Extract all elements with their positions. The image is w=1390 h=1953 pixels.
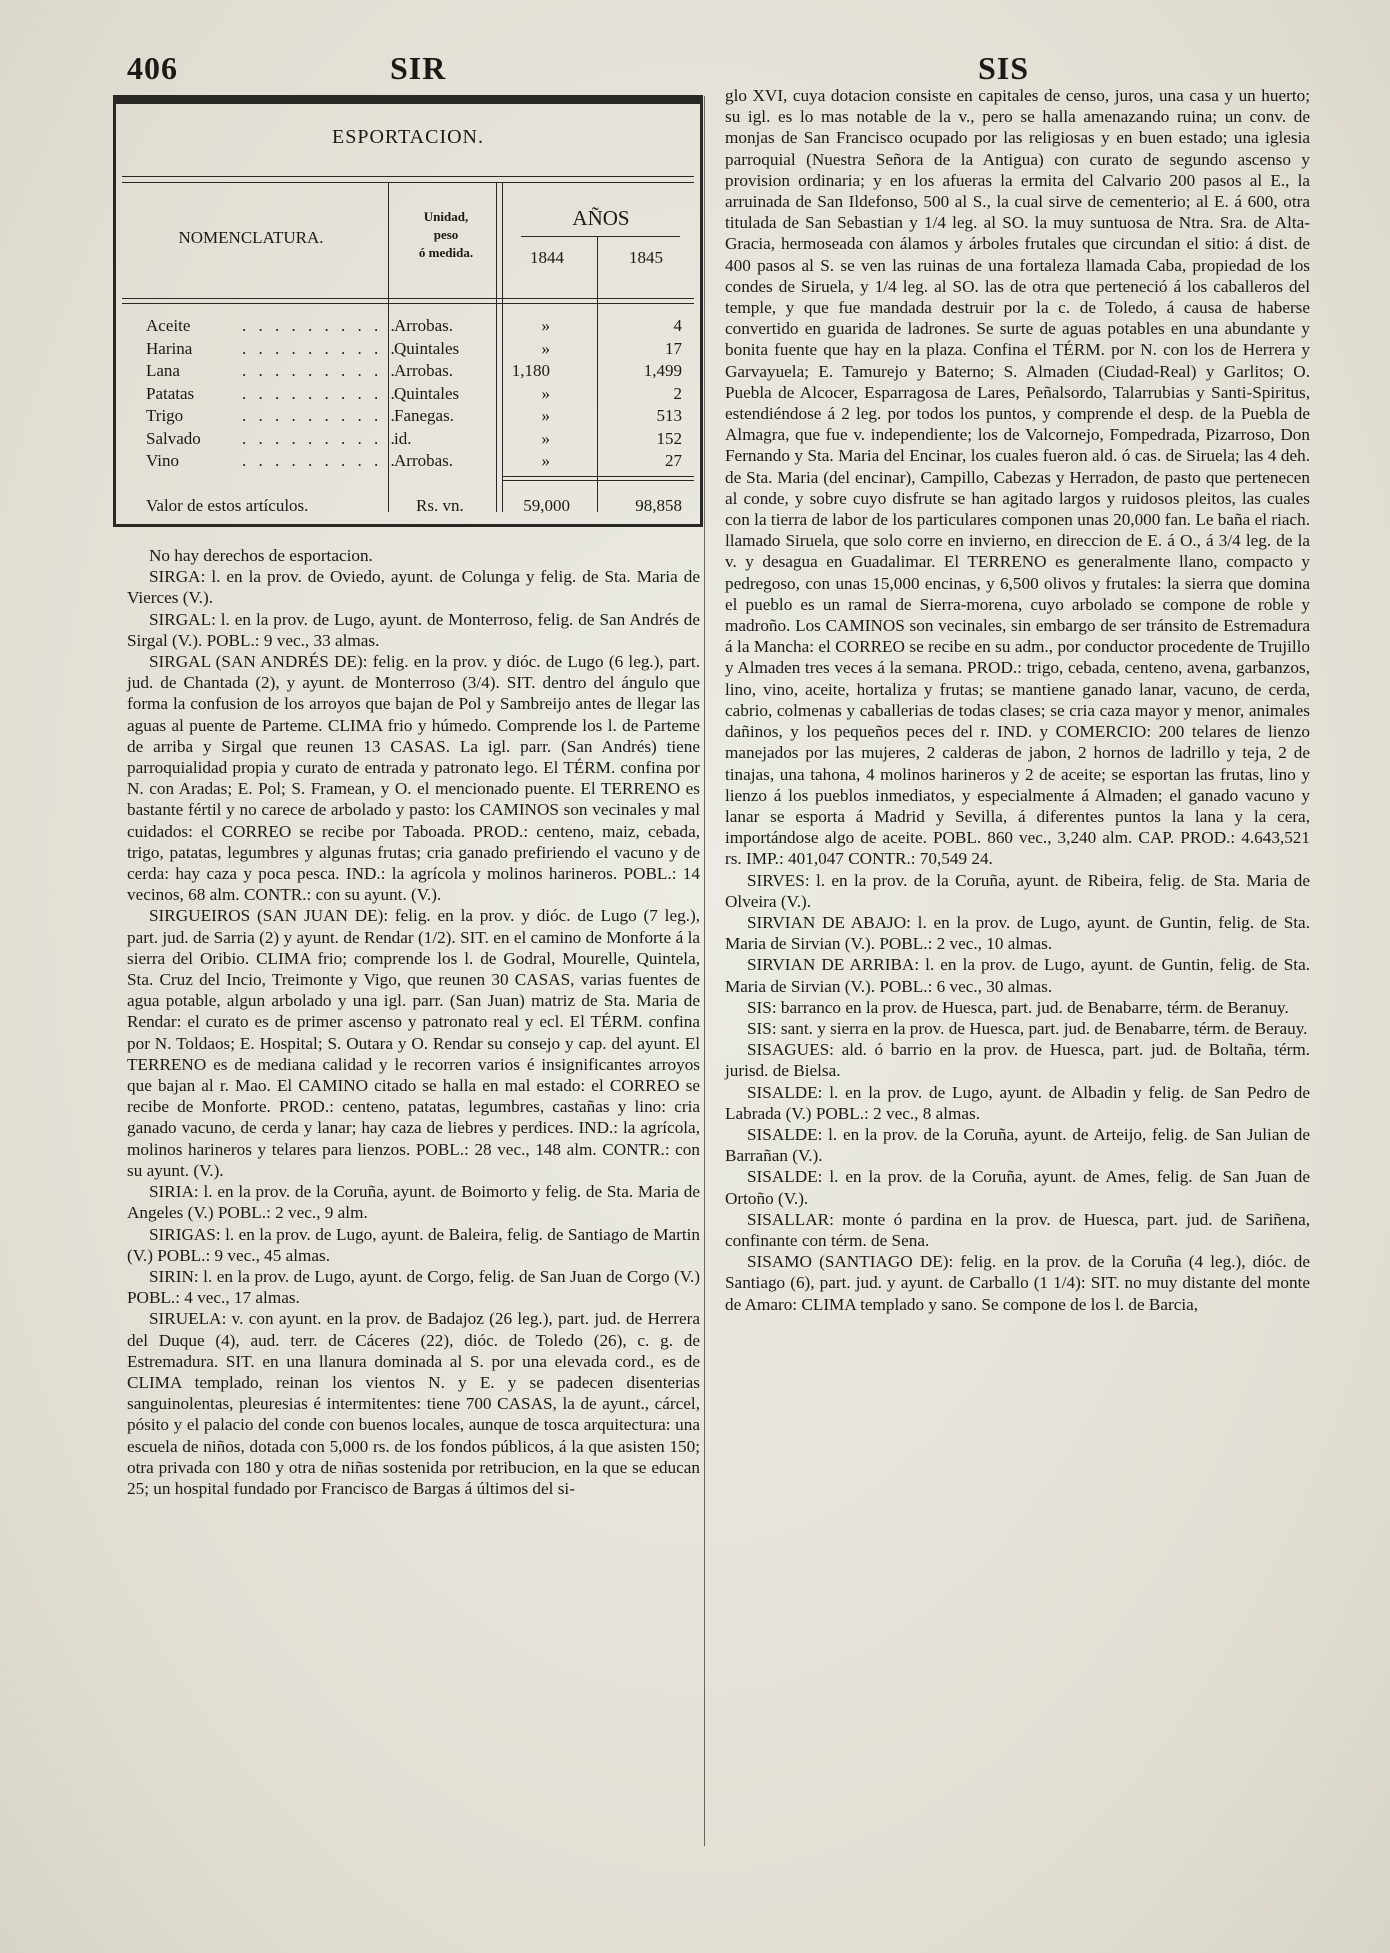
row-unit: Quintales [394,338,460,358]
row-1844: » [541,451,550,470]
row-1845: 1,499 [643,361,682,380]
entry-paragraph: SISALDE: l. en la prov. de la Coruña, ayunt. de Arteijo, felig. de San Julian de Barrañan (V.). [725,1124,1310,1166]
row-dots: . . . . . . . . . . [242,451,399,470]
entry-paragraph: SIRVIAN DE ARRIBA: l. en la prov. de Lugo, ayunt. de Guntin, felig. de Sta. Maria de Sirvian (V.). POBL.: 6 vec., 30 almas. [725,955,1310,996]
row-item: Harina [146,338,193,358]
row-dots: . . . . . . . . . . [242,383,399,403]
table-total-row [116,496,700,518]
row-1845: 4 [673,316,682,335]
row-dots: . . . . . . . . . . [242,316,399,335]
table-row [116,384,700,406]
row-1845: 513 [656,406,682,425]
row-1844: 1,180 [511,361,550,380]
col-header-nomenclature: NOMENCLATURA. [178,228,324,247]
row-dots: . . . . . . . . . . [242,361,399,380]
table-row [116,406,700,428]
row-1844: » [541,338,550,358]
row-item: Salvado [146,428,201,448]
row-1844: » [541,428,550,448]
col-header-unit-line: peso [433,227,459,242]
col-header-years: AÑOS [572,206,630,230]
entry-paragraph: SISALLAR: monte ó pardina en la prov. de Huesca, part. jud. de Sariñena, confinante con térm. de Sena. [725,1209,1310,1250]
entry-paragraph: SIRGAL (SAN ANDRÉS DE): felig. en la prov. y dióc. de Lugo (6 leg.), part. jud. de Chantada (2), y ayunt. de Monterroso (3/4). SIT. dentro del ángulo que forma la confusion de los arroyos que bajan de Pol y Sambreijo antes de llegar las aguas al puente de Parteme. CLIMA frio y húmedo. Comprende los l. de Parteme de arriba y Sirgal que reunen 13 CASAS. La igl. parr. (San Andrés) tiene parroquialidad propia y curato de entrada y patronato lego. El TÉRM. confina por N. con Aradas; E. Pol; S. Framean, y O. el mencionado puente. El TERRENO es bastante fértil y no carece de arbolado y pasto: los CAMINOS son vecinales y mal cuidados: el CORREO se recibe por Taboada. PROD.: centeno, maiz, cebada, trigo, patatas, legumbres y algunas frutas; cria ganado prefiriendo el vacuno y de cerda: hay caza y poca pesca. IND.: la agrícola y molinos harineros. POBL.: 14 vecinos, 68 alm. CONTR.: con su ayunt. (V.). [127,652,700,905]
table-row [116,339,700,361]
row-unit: Fanegas. [394,406,454,425]
rule [122,298,694,299]
entry-paragraph: SIRIGAS: l. en la prov. de Lugo, ayunt. de Baleira, felig. de Santiago de Martin (V.) POBL.: 9 vec., 45 almas. [127,1224,700,1265]
table-title: ESPORTACION. [332,126,484,148]
entry-paragraph: SISALDE: l. en la prov. de la Coruña, ayunt. de Ames, felig. de San Juan de Ortoño (V.). [725,1167,1310,1208]
right-column [725,85,1310,1315]
entry-paragraph: SIRIA: l. en la prov. de la Coruña, ayunt. de Boimorto y felig. de Sta. Maria de Angeles (V.) POBL.: 2 vec., 9 alm. [127,1182,700,1223]
row-1844: » [541,406,550,425]
total-1845: 98,858 [635,496,682,515]
table-row [116,429,700,451]
total-label: Valor de estos artículos. [146,496,309,515]
export-table [113,95,703,527]
rule [122,176,694,177]
col-header-unit-line: Unidad, [423,209,469,224]
row-item: Trigo [146,406,184,425]
rule [521,236,680,237]
entry-paragraph: SIS: barranco en la prov. de Huesca, part. jud. de Benabarre, térm. de Beranuy. [747,997,1289,1017]
total-unit: Rs. vn. [416,496,464,515]
row-unit: Arrobas. [394,451,454,470]
row-1845: 2 [673,383,682,403]
row-1845: 152 [656,428,682,448]
col-header-unit-line: ó medida. [418,245,474,260]
entry-paragraph: SISAGUES: ald. ó barrio en la prov. de Huesca, part. jud. de Boltaña, térm. jurisd. de Bielsa. [725,1040,1310,1081]
row-item: Patatas [146,383,195,403]
year-1844: 1844 [530,248,564,267]
right-running-head: SIS [978,50,1030,86]
row-item: Lana [146,361,180,380]
entry-paragraph: SIRVES: l. en la prov. de la Coruña, ayunt. de Ribeira, felig. de Sta. Maria de Olveira (V.). [725,870,1310,911]
row-unit: Arrobas. [394,316,454,335]
entry-paragraph: SISALDE: l. en la prov. de Lugo, ayunt. de Albadin y felig. de San Pedro de Labrada (V.) POBL.: 2 vec., 8 almas. [725,1082,1310,1123]
entry-paragraph: SIRIN: l. en la prov. de Lugo, ayunt. de Corgo, felig. de San Juan de Corgo (V.) POBL.: 4 vec., 17 almas. [127,1266,700,1308]
entry-paragraph: No hay derechos de esportacion. [149,546,373,565]
table-row [116,316,700,338]
row-item: Vino [146,451,179,470]
rule [502,476,694,477]
entry-paragraph: SISAMO (SANTIAGO DE): felig. en la prov. de la Coruña (4 leg.), dióc. de Santiago (6), part. jud. y ayunt. de Carballo (1 1/4): SIT. no muy distante del monte de Amaro: CLIMA templado y sano. Se compone de los l. de Barcia, [725,1252,1310,1314]
entry-paragraph: SIRUELA: v. con ayunt. en la prov. de Badajoz (26 leg.), part. jud. de Herrera del Duque (4), aud. terr. de Cáceres (22), dióc. de Toledo (26), c. g. de Estremadura. SIT. en una llanura dominada al S. por una elevada cord., es de CLIMA templado, reinan los vientos N. y E. y se padecen disenterias sanguinolentas, pleuresias é intermitentes: tiene 700 CASAS, la de ayunt., cárcel, pósito y el palacio del conde con buenos locales, aunque de tosca arquitectura: una escuela de niños, dotada con 5,000 rs. de los fondos públicos, á la que asisten 150; otra privada con 180 y otra de niñas sostenida por retribucion, en la que se educan 25; un hospital fundado por Francisco de Bargas á últimos del si- [127,1309,700,1498]
rule [502,480,694,481]
row-1844: » [541,383,550,403]
rule [122,303,694,304]
entry-paragraph: SIRGA: l. en la prov. de Oviedo, ayunt. de Colunga y felig. de Sta. Maria de Vierces (V.). [127,567,700,608]
row-1845: 27 [665,451,682,470]
row-dots: . . . . . . . . . . [242,338,399,358]
row-unit: Quintales [394,383,460,403]
entry-paragraph: SIRGAL: l. en la prov. de Lugo, ayunt. de Monterroso, felig. de San Andrés de Sirgal (V.). POBL.: 9 vec., 33 almas. [127,609,700,650]
total-1844: 59,000 [523,496,570,515]
row-unit: id. [394,428,412,448]
entry-paragraph: SIRGUEIROS (SAN JUAN DE): felig. en la prov. y dióc. de Lugo (7 leg.), part. jud. de Sarria (2) y ayunt. de Rendar (1/2). SIT. en el camino de Monforte á la sierra del Oribio. CLIMA frio; comprende los l. de Godral, Mourelle, Quintela, Sta. Cruz del Incio, Treimonte y Vigo, que reunen 30 CASAS, varias fuentes de agua potable, algun arbolado y una igl. parr. (San Juan) matriz de Sta. Maria de Rendar: el curato es de primer ascenso y patronato real y ecl. El TÉRM. confina por N. Toldaos; E. Hospital; S. Outara y O. Rendar su consejo y cap. del ayunt. El TERRENO es de mediana calidad y le recorren varios é insignificantes arroyos que bajan al r. Mao. El CAMINO citado se halla en mal estado: el CORREO se recibe de Monforte. PROD.: centeno, patatas, legumbres, castañas y lino: cria ganado vacuno, de cerda y lanar; hay caza de liebres y perdices. IND.: la agrícola, molinos harineros y telares para lienzos. POBL.: 28 vec., 148 alm. CONTR.: con su ayunt. (V.). [127,906,700,1180]
table-row [116,451,700,473]
col-header-unit [396,208,496,262]
row-dots: . . . . . . . . . . [242,428,399,448]
left-column [127,545,700,1499]
rule [122,182,694,183]
page-number: 406 [127,50,178,86]
row-1844: » [541,316,550,335]
table-top-rule [116,98,700,104]
entry-paragraph: SIRVIAN DE ABAJO: l. en la prov. de Lugo, ayunt. de Guntin, felig. de Sta. Maria de Sirvian (V.). POBL.: 2 vec., 10 almas. [725,912,1310,954]
row-dots: . . . . . . . . . . [242,406,399,425]
row-1845: 17 [665,338,682,358]
table-row [116,361,700,383]
year-1845: 1845 [629,248,663,267]
entry-paragraph: SIS: sant. y sierra en la prov. de Huesca, part. jud. de Benabarre, térm. de Berauy. [747,1018,1308,1038]
left-running-head: SIR [390,50,447,86]
column-divider [704,96,705,1846]
row-item: Aceite [146,316,191,335]
entry-paragraph: glo XVI, cuya dotacion consiste en capitales de censo, juros, una casa y un huerto; su igl. es lo mas notable de la v., pero se halla amenazando ruina; un conv. de monjas de San Francisco ocupado por las religiosas y en buen estado; una iglesia parroquial (Nuestra Señora de la Antigua) con curato de segundo ascenso y provision ordinaria; y en los afueras la ermita del Calvario 200 pasos al E., la arruinada de San Ildefonso, 500 al S., la cual sirve de cementerio; al E. á 600, otra titulada de San Sebastian y 1/4 leg. al SO. la muy suntuosa de Ntra. Sra. de Alta-Gracia, hermoseada con álamos y árboles frutales que circundan el sitio: á dist. de 400 pasos al S. se ven las ruinas de una fortaleza llamada Caba, propiedad de los condes de Siruela, y 1/4 leg. al SO. las de otra que perteneció á los caballeros del temple, y que fue mandada destruir por la c. de Toledo, á causa de haberse convertido en guarida de ladrones. Se surte de aguas potables en una abundante y bonita fuente que hay en la plaza. Confina el TÉRM. por N. con los de Herrera y Garvayuela; E. Tamurejo y Baterno; S. Almaden (Ciudad-Real) y Garlitos; O. Puebla de Alcocer, Esparragosa de Lares, Peñalsordo, Talarrubias y Santi-Spiritus, estendiéndose á 2 leg. por todos los puntos, y comprende el desp. de la Puebla de Almagra, que fue v. independiente; los de Valcornejo, Fompedrada, Pizarroso, Don Fernando y Sta. Maria del Encinar, los cuales fueron ald. ó cas. de Siruela; las 4 deh. de Sta. Maria (del encinar), Campillo, Cabezas y Herradon, de pasto que pertenecen al conde, y sobre cuyo disfrute se han agitado largos y ruidosos pleitos, las cuales con la tierra de labor de los particulares componen unas 20,000 fan. Le baña el riach. llamado Siruela, que solo corre en invierno, en direccion de E. á O., á 3/4 leg. de la v. y desagua en Guadalimar. El TERRENO es generalmente llano, compacto y pedregoso, con unas 15,000 encinas, y 6,500 olivos y frutales: la sierra que domina el pueblo es un ramal de Sierra-morena, cuyo arbolado se compone de roble y madroño. Los CAMINOS son vecinales, sin embargo de ser tránsito de Estremadura á la Mancha: el CORREO se recibe en su adm., por conductor procedente de Trujillo y Almaden tres veces á la semana. PROD.: trigo, cebada, centeno, avena, garbanzos, lino, vino, aceite, hortaliza y frutas; se mantiene ganado lanar, vacuno, de cerda, cabrio, colmenas y caballerias de todas clases; se cria caza mayor y menor, animales dañinos, y los pequeños peces del r. IND. y COMERCIO: 200 telares de lienzo manejados por las mujeres, 2 calderas de jabon, 2 hornos de ladrillo y teja, 2 de tinajas, una tahona, 4 molinos harineros y 2 de aceite; se esportan las frutas, lino y lienzo á los pueblos inmediatos, y especialmente á Almaden; el ganado vacuno y lanar se esporta á Madrid y Sevilla, á diferentes puntos la lana y la cera, importándose algo de aceite. POBL. 860 vec., 3,240 alm. CAP. PROD.: 4.643,521 rs. IMP.: 401,047 CONTR.: 70,549 24. [725,86,1310,869]
row-unit: Arrobas. [394,361,454,380]
